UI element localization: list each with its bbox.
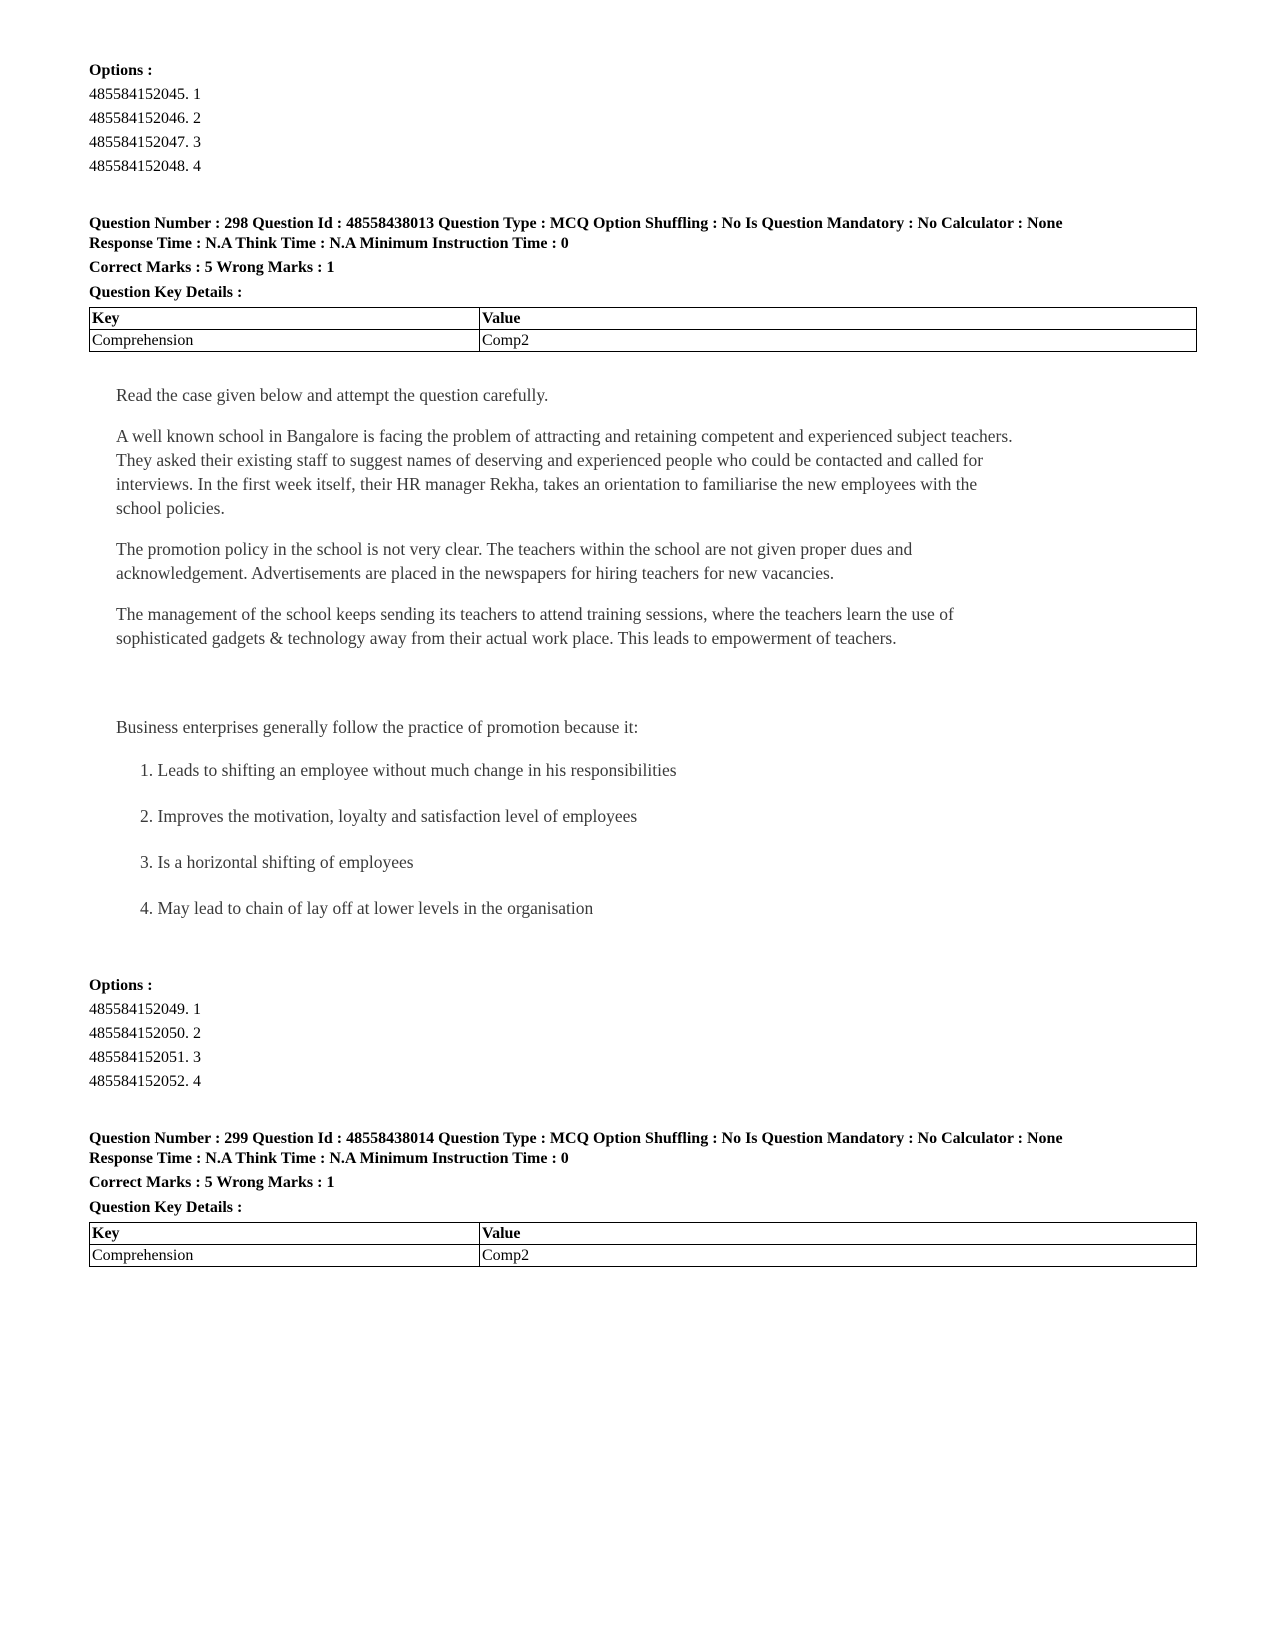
table-header-row [90, 308, 1197, 330]
table-row [90, 1245, 1197, 1267]
question-timing-line: Response Time : N.A Think Time : N.A Minimum Instruction Time : 0 [89, 235, 569, 252]
key-cell: Comprehension [90, 330, 480, 352]
passage-choice: 2. Improves the motivation, loyalty and satisfaction level of employees [140, 806, 638, 826]
question-meta-line: Question Number : 298 Question Id : 48558438013 Question Type : MCQ Option Shuffling : No Is Question Mandatory : No Calculator : None [89, 215, 1063, 232]
passage-intro: Read the case given below and attempt the question carefully. [116, 385, 549, 405]
question-meta-line: Question Number : 299 Question Id : 48558438014 Question Type : MCQ Option Shuffling : No Is Question Mandatory : No Calculator : None [89, 1130, 1063, 1147]
passage-choices [116, 747, 1016, 931]
table-header-row [90, 1223, 1197, 1245]
passage-paragraph-2: The promotion policy in the school is not very clear. The teachers within the school are not given proper dues and acknowledgement. Advertisements are placed in the newspapers for hiring teachers for new vacancies. [116, 539, 913, 583]
value-header: Value [480, 1223, 1197, 1245]
option-item: 485584152049. 1 [89, 1001, 201, 1018]
passage-choice: 4. May lead to chain of lay off at lower levels in the organisation [140, 898, 594, 918]
key-cell: Comprehension [90, 1245, 480, 1267]
option-item: 485584152052. 4 [89, 1073, 201, 1090]
passage-question: Business enterprises generally follow the practice of promotion because it: [116, 717, 639, 737]
option-item: 485584152045. 1 [89, 86, 201, 103]
options-block-298 [89, 974, 201, 1094]
value-header: Value [480, 308, 1197, 330]
option-item: 485584152050. 2 [89, 1025, 201, 1042]
question-marks: Correct Marks : 5 Wrong Marks : 1 [89, 1174, 335, 1191]
table-row [90, 330, 1197, 352]
passage-paragraph-3: The management of the school keeps sending its teachers to attend training sessions, where the teachers learn the use of sophisticated gadgets & technology away from their actual work place. This leads to empowerment of teachers. [116, 604, 954, 648]
key-header: Key [90, 308, 480, 330]
option-item: 485584152047. 3 [89, 134, 201, 151]
value-cell: Comp2 [480, 1245, 1197, 1267]
question-marks: Correct Marks : 5 Wrong Marks : 1 [89, 259, 335, 276]
passage-paragraph-1: A well known school in Bangalore is facing the problem of attracting and retaining competent and experienced subject teachers. They asked their existing staff to suggest names of deserving and experienced people who could be contacted and called for interviews. In the first week itself, their HR manager Rekha, takes an orientation to familiarise the new employees with the school policies. [116, 426, 1013, 518]
question-key-details-label: Question Key Details : [89, 1199, 243, 1216]
question-timing-line: Response Time : N.A Think Time : N.A Minimum Instruction Time : 0 [89, 1150, 569, 1167]
question-key-table [89, 307, 1197, 352]
option-item: 485584152046. 2 [89, 110, 201, 127]
options-label: Options : [89, 977, 153, 994]
question-key-details-label: Question Key Details : [89, 284, 243, 301]
option-item: 485584152051. 3 [89, 1049, 201, 1066]
question-299-meta [89, 1129, 1063, 1169]
value-cell: Comp2 [480, 330, 1197, 352]
question-298-meta [89, 214, 1063, 254]
passage-choice: 1. Leads to shifting an employee without much change in his responsibilities [140, 760, 677, 780]
key-header: Key [90, 1223, 480, 1245]
passage-image-text [116, 383, 1016, 931]
option-item: 485584152048. 4 [89, 158, 201, 175]
options-block-prev [89, 59, 201, 179]
passage-choice: 3. Is a horizontal shifting of employees [140, 852, 414, 872]
options-label: Options : [89, 62, 153, 79]
question-key-table [89, 1222, 1197, 1267]
